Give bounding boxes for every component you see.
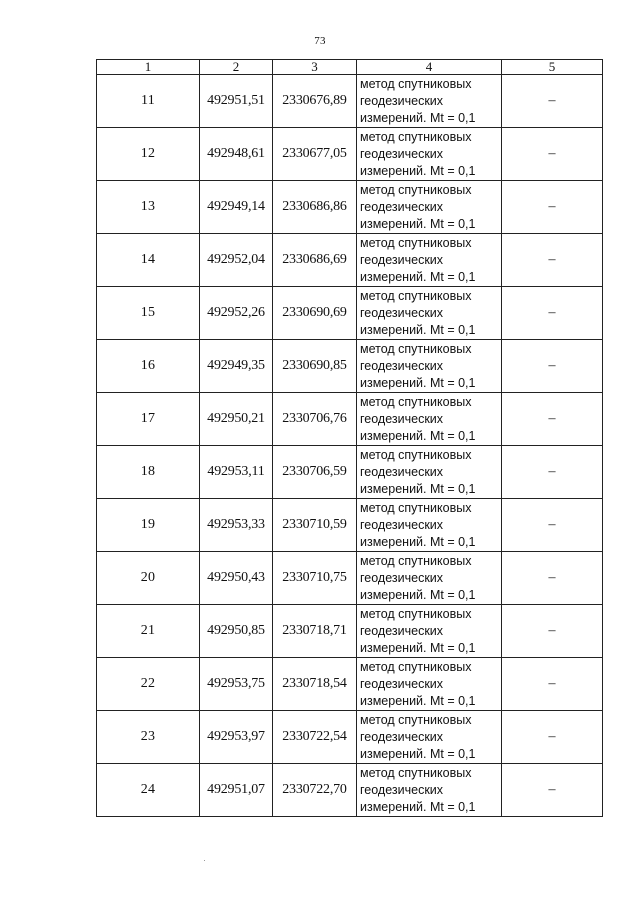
point-number-cell: 15: [97, 287, 200, 340]
point-number-cell: 18: [97, 446, 200, 499]
y-coordinate-cell: 2330677,05: [273, 128, 357, 181]
y-coordinate-cell: 2330718,71: [273, 605, 357, 658]
method-text-line: измерений. Mt = 0,1: [360, 163, 476, 178]
method-cell: [357, 605, 502, 658]
method-cell: [357, 75, 502, 128]
y-coordinate-cell: 2330676,89: [273, 75, 357, 128]
method-text-line: метод спутниковых: [360, 182, 472, 197]
method-text-line: геодезических: [360, 358, 444, 373]
point-number-cell: 23: [97, 711, 200, 764]
method-text-line: геодезических: [360, 782, 444, 797]
method-text-line: метод спутниковых: [360, 394, 472, 409]
description-cell: –: [502, 287, 603, 340]
point-number-cell: 21: [97, 605, 200, 658]
method-cell: [357, 446, 502, 499]
method-text-line: геодезических: [360, 623, 444, 638]
header-cell-5: 5: [502, 60, 603, 75]
description-cell: –: [502, 393, 603, 446]
x-coordinate-cell: 492950,21: [200, 393, 273, 446]
method-cell: [357, 658, 502, 711]
table-body: [97, 75, 603, 817]
method-text-line: измерений. Mt = 0,1: [360, 746, 476, 761]
description-cell: –: [502, 234, 603, 287]
table-header: [97, 60, 603, 75]
x-coordinate-cell: 492953,75: [200, 658, 273, 711]
y-coordinate-cell: 2330706,59: [273, 446, 357, 499]
method-text-line: метод спутниковых: [360, 76, 472, 91]
x-coordinate-cell: 492949,14: [200, 181, 273, 234]
x-coordinate-cell: 492950,85: [200, 605, 273, 658]
method-text-line: метод спутниковых: [360, 659, 472, 674]
y-coordinate-cell: 2330710,75: [273, 552, 357, 605]
method-text-line: геодезических: [360, 464, 444, 479]
description-cell: –: [502, 764, 603, 817]
method-text-line: измерений. Mt = 0,1: [360, 640, 476, 655]
x-coordinate-cell: 492953,97: [200, 711, 273, 764]
point-number-cell: 14: [97, 234, 200, 287]
table-row: [97, 552, 603, 605]
y-coordinate-cell: 2330722,70: [273, 764, 357, 817]
description-cell: –: [502, 499, 603, 552]
page-number: 73: [314, 35, 326, 47]
description-cell: –: [502, 605, 603, 658]
x-coordinate-cell: 492949,35: [200, 340, 273, 393]
table-row: [97, 764, 603, 817]
method-text-line: измерений. Mt = 0,1: [360, 428, 476, 443]
method-text-line: метод спутниковых: [360, 712, 472, 727]
method-cell: [357, 287, 502, 340]
method-text-line: измерений. Mt = 0,1: [360, 799, 476, 814]
table-row: [97, 446, 603, 499]
method-cell: [357, 234, 502, 287]
method-text-line: метод спутниковых: [360, 288, 472, 303]
header-cell-2: 2: [200, 60, 273, 75]
method-text-line: измерений. Mt = 0,1: [360, 481, 476, 496]
method-cell: [357, 393, 502, 446]
table-row: [97, 234, 603, 287]
table-row: [97, 393, 603, 446]
method-text-line: метод спутниковых: [360, 341, 472, 356]
method-text-line: измерений. Mt = 0,1: [360, 216, 476, 231]
point-number-cell: 22: [97, 658, 200, 711]
table-row: [97, 605, 603, 658]
method-text-line: измерений. Mt = 0,1: [360, 322, 476, 337]
method-text-line: геодезических: [360, 305, 444, 320]
y-coordinate-cell: 2330722,54: [273, 711, 357, 764]
table-row: [97, 499, 603, 552]
y-coordinate-cell: 2330686,69: [273, 234, 357, 287]
method-cell: [357, 711, 502, 764]
x-coordinate-cell: 492952,04: [200, 234, 273, 287]
method-text-line: метод спутниковых: [360, 447, 472, 462]
method-cell: [357, 181, 502, 234]
table-row: [97, 340, 603, 393]
point-number-cell: 19: [97, 499, 200, 552]
table-row: [97, 287, 603, 340]
method-text-line: геодезических: [360, 252, 444, 267]
x-coordinate-cell: 492950,43: [200, 552, 273, 605]
method-text-line: измерений. Mt = 0,1: [360, 110, 476, 125]
x-coordinate-cell: 492951,51: [200, 75, 273, 128]
method-text-line: метод спутниковых: [360, 765, 472, 780]
point-number-cell: 24: [97, 764, 200, 817]
point-number-cell: 16: [97, 340, 200, 393]
method-cell: [357, 340, 502, 393]
y-coordinate-cell: 2330718,54: [273, 658, 357, 711]
method-cell: [357, 552, 502, 605]
point-number-cell: 11: [97, 75, 200, 128]
table-row: [97, 658, 603, 711]
method-text-line: геодезических: [360, 93, 444, 108]
method-text-line: измерений. Mt = 0,1: [360, 693, 476, 708]
coordinates-table: [96, 59, 603, 817]
y-coordinate-cell: 2330686,86: [273, 181, 357, 234]
x-coordinate-cell: 492953,33: [200, 499, 273, 552]
method-text-line: метод спутниковых: [360, 606, 472, 621]
description-cell: –: [502, 658, 603, 711]
header-cell-4: 4: [357, 60, 502, 75]
method-text-line: геодезических: [360, 146, 444, 161]
y-coordinate-cell: 2330690,85: [273, 340, 357, 393]
method-text-line: геодезических: [360, 676, 444, 691]
point-number-cell: 17: [97, 393, 200, 446]
method-text-line: измерений. Mt = 0,1: [360, 375, 476, 390]
y-coordinate-cell: 2330690,69: [273, 287, 357, 340]
method-text-line: геодезических: [360, 199, 444, 214]
method-text-line: метод спутниковых: [360, 553, 472, 568]
x-coordinate-cell: 492952,26: [200, 287, 273, 340]
y-coordinate-cell: 2330706,76: [273, 393, 357, 446]
table-row: [97, 75, 603, 128]
method-text-line: геодезических: [360, 729, 444, 744]
header-cell-1: 1: [97, 60, 200, 75]
method-cell: [357, 128, 502, 181]
description-cell: –: [502, 446, 603, 499]
table-header-row: [97, 60, 603, 75]
description-cell: –: [502, 711, 603, 764]
table-row: [97, 711, 603, 764]
method-text-line: измерений. Mt = 0,1: [360, 269, 476, 284]
method-text-line: геодезических: [360, 411, 444, 426]
x-coordinate-cell: 492951,07: [200, 764, 273, 817]
description-cell: –: [502, 552, 603, 605]
table-row: [97, 181, 603, 234]
method-cell: [357, 499, 502, 552]
scan-speck: [204, 860, 205, 861]
x-coordinate-cell: 492953,11: [200, 446, 273, 499]
description-cell: –: [502, 128, 603, 181]
y-coordinate-cell: 2330710,59: [273, 499, 357, 552]
method-text-line: метод спутниковых: [360, 235, 472, 250]
point-number-cell: 20: [97, 552, 200, 605]
method-text-line: метод спутниковых: [360, 129, 472, 144]
method-cell: [357, 764, 502, 817]
description-cell: –: [502, 181, 603, 234]
method-text-line: геодезических: [360, 517, 444, 532]
point-number-cell: 12: [97, 128, 200, 181]
description-cell: –: [502, 75, 603, 128]
x-coordinate-cell: 492948,61: [200, 128, 273, 181]
method-text-line: метод спутниковых: [360, 500, 472, 515]
description-cell: –: [502, 340, 603, 393]
table-row: [97, 128, 603, 181]
header-cell-3: 3: [273, 60, 357, 75]
method-text-line: измерений. Mt = 0,1: [360, 587, 476, 602]
method-text-line: измерений. Mt = 0,1: [360, 534, 476, 549]
method-text-line: геодезических: [360, 570, 444, 585]
point-number-cell: 13: [97, 181, 200, 234]
